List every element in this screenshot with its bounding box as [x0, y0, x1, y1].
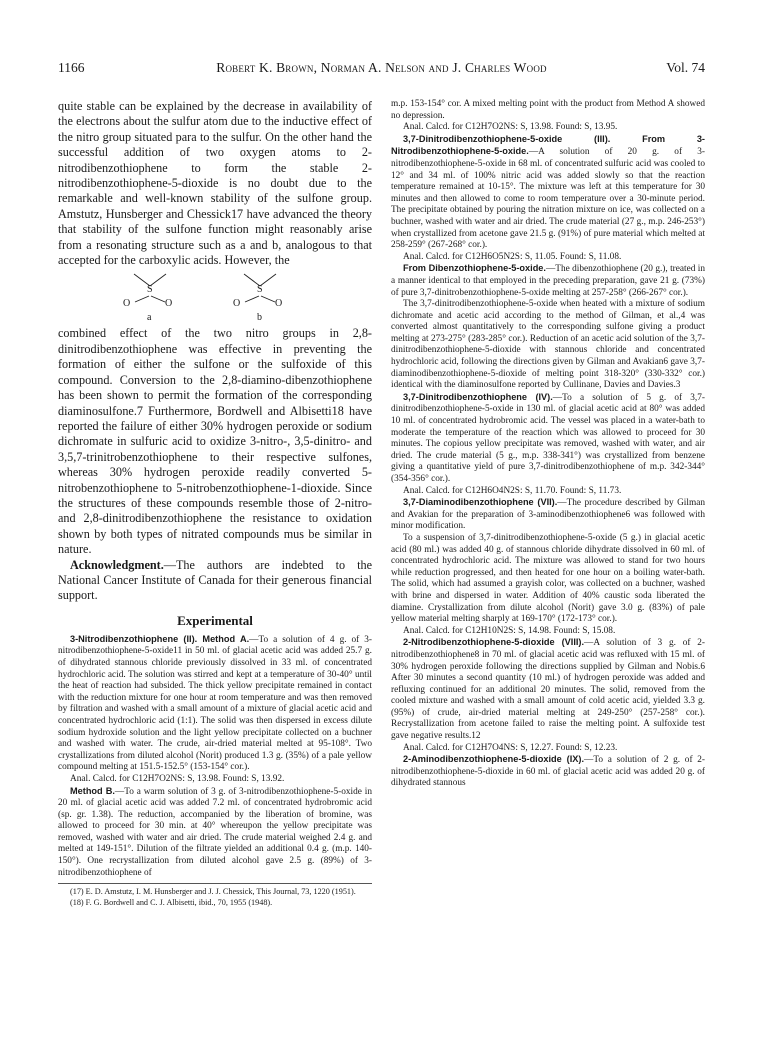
- compound-heading: 3,7-Dinitrodibenzothiophene-5-oxide (III). From 3-Nitrodibenzothiophene-5-oxide.: [391, 133, 705, 157]
- section-heading: Experimental: [177, 612, 253, 628]
- body-paragraph: The 3,7-dinitrodibenzothiophene-5-oxide when heated with a mixture of sodium dichromate and acetic acid according to the method of Gilman, et al.,4 was converted almost quantitatively to the corresponding sulfone giving a product melting at 273-275° (283-285° cor.). Reduction of an acetic acid solution of the 3,7-dinitrodibenzothiophene-5-dioxide with stannous chloride and concentrated hydrochloric acid, following the directions given by Gilman and Avakian6 gave 3,7-diaminodibenzothiophene-5-dioxide of melting point 318-320° (330-332° cor.) identical with the diaminosulfone reported by Cullinane, Davies and Davies.3: [391, 299, 705, 391]
- analysis-line: Anal. Calcd. for C12H7O4NS: S, 12.27. Found: S, 12.23.: [403, 742, 618, 753]
- paragraph-text: —To a solution of 2 g. of 2-nitrodibenzothiophene-5-dioxide in 60 ml. of glacial acetic acid was added 20 g. of dihydrated stannous: [391, 755, 705, 789]
- sulfur-label: S: [257, 284, 263, 296]
- acknowledgment-text: —The authors are indebted to the National Cancer Institute of Canada for their generous financial support.: [58, 557, 372, 603]
- experimental-paragraph: [58, 786, 372, 880]
- compound-heading: Method B.: [70, 785, 115, 796]
- running-title: Robert K. Brown, Norman A. Nelson and J. Charles Wood: [216, 60, 547, 75]
- body-paragraph: combined effect of the two nitro groups in 2,8-dinitrodibenzothiophene was effective in preventing the formation of either the sulfone or the sulfoxide of this compound. Conversion to the 2,8-diamino-dibenzothiophene has been shown to permit the formation of the corresponding diaminosulfone.7 Furthermore, Bordwell and Albisetti18 have reported the failure of either 30% hydrogen peroxide or sodium dichromate in sulfuric acid to oxidize 3-nitro-, 3,5-dinitro- and 3,5,7-trinitrobenzothiophene to their respective sulfones, whereas 30% hydrogen peroxide readily converted 5-nitrobenzothiophene to 5-nitrobenzothiophene-1-dioxide. Since the structures of these compounds resemble those of 2-nitro- and 2,8-dinitrodibenzothiophene the resistance to oxidation shown by both types of nitrated compounds mus be similar in nature.: [58, 326, 372, 557]
- sulfur-label: S: [147, 284, 153, 296]
- analysis-line: Anal. Calcd. for C12H10N2S: S, 14.98. Found: S, 15.08.: [403, 625, 616, 636]
- paragraph-text: —A solution of 20 g. of 3-nitrodibenzothiophene-5-oxide in 68 ml. of concentrated sulfuric acid was cooled to 12° and 34 ml. of 100% nitric acid was added slowly so that the reaction temperature remained at 10-15°. The mixture was left at this temperature for 30 minutes and then allowed to come to room temperature over a 30-minute period. The precipitate obtained by pouring the nitration mixture on ice, was collected on a buchner, washed with water and air dried. The crude material (27 g., m.p. 246-253°) when crystallized from acetone gave 21.5 g. (91%) of pure material which melted at 258-259° (267-268° cor.).: [391, 147, 705, 251]
- footnotes: [58, 883, 372, 908]
- paragraph-text: —To a solution of 5 g. of 3,7-dinitrodibenzothiophene-5-oxide in 130 ml. of glacial acetic acid at 80° was added 10 ml. of concentrated hydrobromic acid. The vessel was placed in a water-bath to moderate the temperature of the reaction which was allowed to proceed for 30 minutes. The copious yellow precipitate was removed, washed with water, and air dried. The crude material (5 g., m.p. 338-341°) was crystallized from benzene giving a quantitative yield of pure 3,7-dinitrodibenzothiophene of m.p. 342-344° (354-356° cor.).: [391, 392, 705, 484]
- acknowledgment-heading: Acknowledgment.: [70, 557, 164, 572]
- oxygen-label: O: [165, 298, 173, 310]
- body-paragraph: m.p. 153-154° cor. A mixed melting point with the product from Method A showed no depression.: [391, 99, 705, 121]
- left-column: [58, 99, 372, 1043]
- analysis-line: Anal. Calcd. for C12H7O2NS: S, 13.98. Found: S, 13.92.: [70, 773, 285, 784]
- analysis-line: Anal. Calcd. for C12H6O4N2S: S, 11.70. Found: S, 11.73.: [403, 485, 622, 496]
- structure-a: [120, 272, 180, 324]
- volume-label: Vol. 74: [666, 60, 705, 75]
- right-column: [391, 99, 705, 1043]
- experimental-paragraph: [391, 637, 705, 742]
- footnote: (17) E. D. Amstutz, I. M. Hunsberger and J. J. Chessick, This Journal, 73, 1220 (1951).: [70, 887, 356, 897]
- acknowledgment: [58, 558, 372, 604]
- compound-heading: 3,7-Dinitrodibenzothiophene (IV).: [403, 391, 553, 402]
- oxygen-label: O: [275, 298, 283, 310]
- body-paragraph: To a suspension of 3,7-dinitrodibenzothiophene-5-oxide (5 g.) in glacial acetic acid (80 ml.) was added 40 g. of stannous chloride dihydrate dissolved in 60 ml. of concentrated hydrochloric acid. The mixture was allowed to stand for two hours while reduction progressed, and then heated for one hour on a boiling water-bath. The solid, which had assumed a grayish color, was collected on a buchner, washed with brine and dispersed in water. Addition of 40% caustic soda liberated the diamine. Crystallization from dilute alcohol (Norit) gave 3.0 g. (83%) of pale yellow material melting sharply at 169-170° (172-173° cor.).: [391, 532, 705, 625]
- analysis-line: Anal. Calcd. for C12H7O2NS: S, 13.98. Found: S, 13.95.: [403, 122, 618, 133]
- structure-label: a: [147, 312, 152, 324]
- oxygen-label: O: [233, 298, 241, 310]
- experimental-paragraph: [391, 263, 705, 299]
- paragraph-text: —The procedure described by Gilman and Avakian for the preparation of 3-aminodibenzothiophene6 was followed with minor modification.: [391, 498, 705, 532]
- body-paragraph: quite stable can be explained by the decrease in availability of the electrons about the sulfur atom due to the inductive effect of the nitro group situated para to the sulfur. On the other hand the successful addition of two oxygen atoms to 2-nitrodibenzothiophene to form the stable 2-nitrodibenzothiophene-5-dioxide is no doubt due to the remarkable and well-known stability of the sulfone group. Amstutz, Hunsberger and Chessick17 have advanced the theory that stability of the sulfone function might reasonably arise from a resonating structure such as a and b, analogous to that accepted for the carboxylic acids. However, the: [58, 99, 372, 268]
- experimental-paragraph: [391, 392, 705, 486]
- compound-heading: 3,7-Diaminodibenzothiophene (VII).: [403, 497, 558, 508]
- footnote: (18) F. G. Bordwell and C. J. Albisetti, ibid., 70, 1955 (1948).: [70, 897, 273, 907]
- running-header: [58, 60, 705, 80]
- experimental-paragraph: [58, 634, 372, 774]
- resonance-structures: [58, 272, 372, 324]
- paragraph-text: —The dibenzothiophene (20 g.), treated in a manner identical to that employed in the preceding preparation, gave 21 g. (73%) of pure 3,7-dinitrobenzothiophene-5-oxide melting at 257-258° (266-267° cor.).: [391, 264, 705, 298]
- experimental-paragraph: [391, 134, 705, 252]
- paragraph-text: —To a warm solution of 3 g. of 3-nitrodibenzothiophene-5-oxide in 20 ml. of glacial acetic acid was added 7.2 ml. of concentrated hydrobromic acid (sp. gr. 1.38). The reduction, accompanied by the liberation of bromine, was allowed to proceed for 30 min. at 40° whereupon the yellow precipitate was removed, washed with water and air dried. The crude material weighed 2.4 g. and melted at 149-151°. Dilution of the filtrate yielded an additional 0.4 g. (m.p. 140-150°). One recrystallization from diluted alcohol gave 2.5 g. (89%) of 3-nitrodibenzothiophene of: [58, 786, 372, 878]
- compound-heading: From Dibenzothiophene-5-oxide.: [403, 263, 546, 274]
- paragraph-text: —To a solution of 4 g. of 3-nitrodibenzothiophene-5-oxide11 in 50 ml. of glacial acetic acid was added 25.7 g. of dihydrated stannous chloride previously dissolved in 33 ml. of concentrated hydrochloric acid. The solution was stirred and kept at a temperature of 30-40° until the heat of reaction had subsided. The thick yellow precipitate remained in contact with the reduction mixture for one hour at room temperature and was then removed by filtration and washed with a small amount of a mixture of glacial acetic acid and concentrated hydrochloric acid (1:1). The solid was then dispersed in excess dilute sodium hydroxide solution and the light yellow precipitate collected on a buchner and washed with water. The crude, air-dried material melted at 95-108°. Two crystallizations from diluted alcohol (Norit) produced 1.3 g. (35%) of a pale yellow compound melting at 151.5-152.5° (153-154° cor.).: [58, 634, 372, 773]
- analysis-line: Anal. Calcd. for C12H6O5N2S: S, 11.05. Found: S, 11.08.: [403, 251, 622, 262]
- compound-heading: 2-Nitrodibenzothiophene-5-dioxide (VIII).: [403, 637, 585, 648]
- experimental-paragraph: [391, 497, 705, 533]
- oxygen-label: O: [123, 298, 131, 310]
- page-number: 1166: [58, 60, 85, 75]
- paragraph-text: —A solution of 3 g. of 2-nitrodibenzothiophene8 in 70 ml. of glacial acetic acid was refluxed with 15 ml. of 30% hydrogen peroxide following the directions supplied by Gilman and Nobis.6 After 30 minutes a second quantity (10 ml.) of hydrogen peroxide was added and refluxing continued for an additional 20 minutes. The solid, removed from the cooled mixture and washed with a small amount of cold acetic acid, yielded 3.3 g. (95%) of crude, air-dried material melting at 249-250° (257-258° cor.). Recrystallization from acetone failed to raise the melting point. A sulfoxide test gave negative results.12: [391, 638, 705, 742]
- experimental-paragraph: [391, 754, 705, 790]
- structure-b: [230, 272, 290, 324]
- compound-heading: 2-Aminodibenzothiophene-5-dioxide (IX).: [403, 754, 585, 765]
- structure-label: b: [257, 312, 262, 324]
- compound-heading: 3-Nitrodibenzothiophene (II). Method A.: [70, 633, 250, 644]
